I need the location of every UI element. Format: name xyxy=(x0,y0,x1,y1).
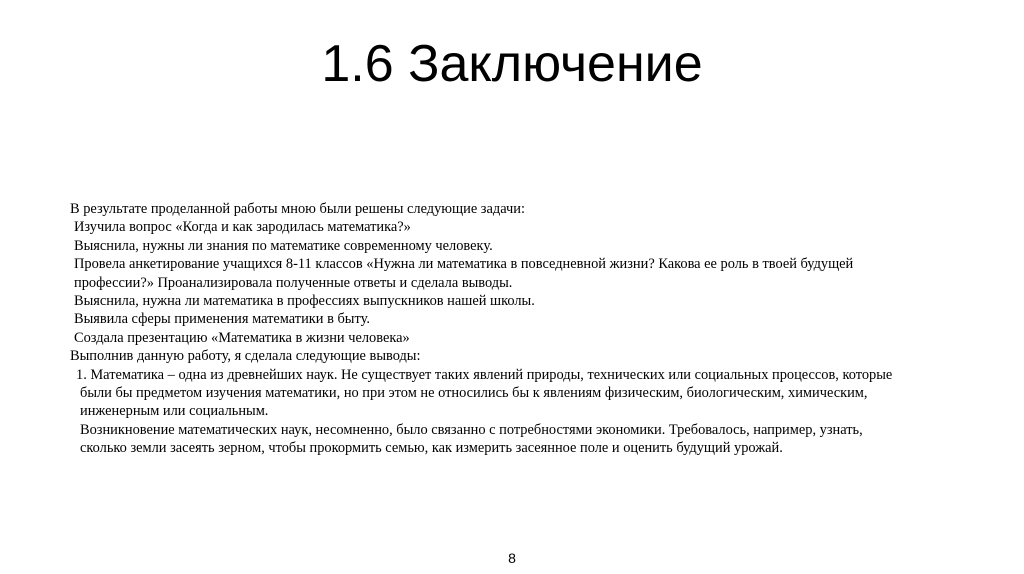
conclusion-line: Возникновение математических наук, несомненно, было связанно с потребностями экономики. Требовалось, например, узнать, xyxy=(80,421,863,438)
page-number: 8 xyxy=(508,550,516,566)
conclusion-line: сколько земли засеять зерном, чтобы прокормить семью, как измерить засеянное поле и оценить будущий урожай. xyxy=(80,440,783,457)
task-line: Выявила сферы применения математики в быту. xyxy=(74,311,370,328)
task-line: Выяснила, нужна ли математика в профессиях выпускников нашей школы. xyxy=(74,293,535,310)
task-line: Провела анкетирование учащихся 8-11 классов «Нужна ли математика в повседневной жизни? Какова ее роль в твоей будущей xyxy=(74,256,854,273)
conclusion-line: инженерным или социальным. xyxy=(80,403,269,420)
conclusion-intro-line: Выполнив данную работу, я сделала следующие выводы: xyxy=(70,348,421,365)
conclusion-line: 1. Математика – одна из древнейших наук. Не существует таких явлений природы, технических или социальных процессов, которые xyxy=(76,366,893,383)
conclusion-text-block xyxy=(70,200,950,458)
task-line: Изучила вопрос «Когда и как зародилась математика?» xyxy=(74,219,411,236)
task-line: профессии?» Проанализировала полученные ответы и сделала выводы. xyxy=(74,274,513,291)
conclusion-line: были бы предметом изучения математики, но при этом не относились бы к явлениям физическим, биологическим, химическим, xyxy=(80,385,868,402)
task-line: Выяснила, нужны ли знания по математике современному человеку. xyxy=(74,237,493,254)
task-line: Создала презентацию «Математика в жизни человека» xyxy=(74,329,410,346)
intro-line: В результате проделанной работы мною были решены следующие задачи: xyxy=(70,201,525,217)
slide-title: 1.6 Заключение xyxy=(321,35,703,93)
